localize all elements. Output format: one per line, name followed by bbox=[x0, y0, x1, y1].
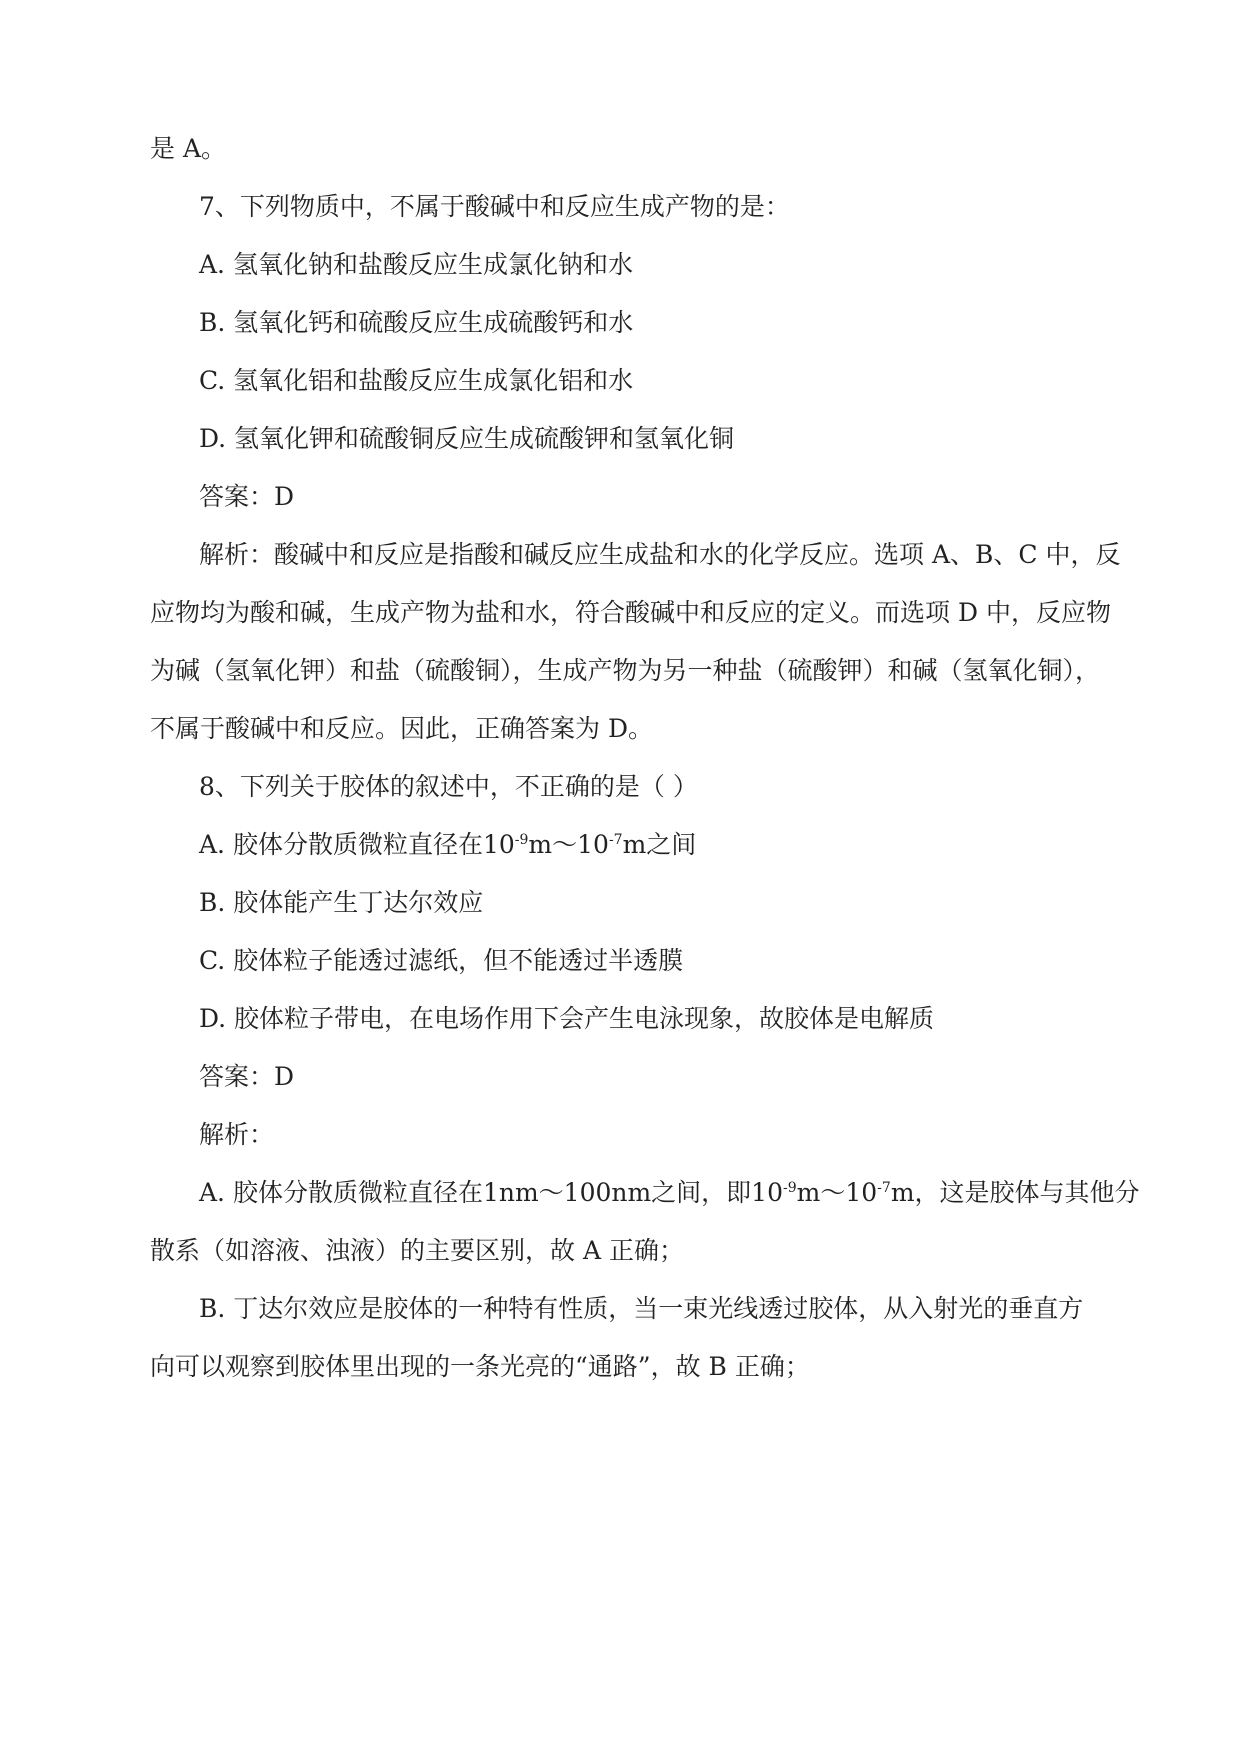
question-7-analysis: 应物均为酸和碱，生成产物为盐和水，符合酸碱中和反应的定义。而选项 D 中，反应物 bbox=[150, 598, 1111, 627]
text-segment: A. 胶体分散质微粒直径在1nm～100nm之间，即10 bbox=[199, 1178, 783, 1207]
exponent: -9 bbox=[783, 1180, 797, 1196]
text-segment: m～10 bbox=[528, 830, 609, 859]
question-8-option-b: B. 胶体能产生丁达尔效应 bbox=[199, 888, 484, 917]
exponent: -7 bbox=[608, 832, 623, 848]
question-8-analysis-label: 解析： bbox=[199, 1120, 275, 1149]
exponent: -7 bbox=[877, 1180, 891, 1196]
text-segment: A. 胶体分散质微粒直径在10 bbox=[199, 830, 515, 859]
question-8-answer: 答案：D bbox=[199, 1062, 295, 1091]
question-8-analysis-a: 散系（如溶液、浊液）的主要区别，故 A 正确； bbox=[150, 1236, 684, 1265]
exponent: -9 bbox=[514, 832, 529, 848]
question-7-analysis: 不属于酸碱中和反应。因此，正确答案为 D。 bbox=[150, 714, 653, 743]
text-segment: m，这是胶体与其他分 bbox=[890, 1178, 1140, 1207]
question-8-analysis-a bbox=[199, 1177, 1140, 1209]
question-7-option-d: D. 氢氧化钾和硫酸铜反应生成硫酸钾和氢氧化铜 bbox=[199, 424, 735, 453]
question-7-analysis: 解析：酸碱中和反应是指酸和碱反应生成盐和水的化学反应。选项 A、B、C 中，反 bbox=[199, 540, 1121, 569]
text-line: 是 A。 bbox=[150, 134, 227, 163]
question-8-option-a bbox=[199, 829, 696, 861]
question-8-analysis-b: 向可以观察到胶体里出现的一条光亮的“通路”，故 B 正确； bbox=[150, 1352, 810, 1381]
text-segment: m之间 bbox=[622, 830, 697, 859]
question-7-title: 7、下列物质中，不属于酸碱中和反应生成产物的是： bbox=[199, 192, 790, 221]
question-8-option-d: D. 胶体粒子带电，在电场作用下会产生电泳现象，故胶体是电解质 bbox=[199, 1004, 935, 1033]
question-7-answer: 答案：D bbox=[199, 482, 295, 511]
question-8-option-c: C. 胶体粒子能透过滤纸，但不能透过半透膜 bbox=[199, 946, 684, 975]
question-8-analysis-b: B. 丁达尔效应是胶体的一种特有性质，当一束光线透过胶体，从入射光的垂直方 bbox=[199, 1294, 1084, 1323]
question-7-analysis: 为碱（氢氧化钾）和盐（硫酸铜），生成产物为另一种盐（硫酸钾）和碱（氢氧化铜）， bbox=[150, 656, 1101, 685]
question-8-title: 8、下列关于胶体的叙述中，不正确的是（ ） bbox=[199, 772, 698, 801]
question-7-option-c: C. 氢氧化铝和盐酸反应生成氯化铝和水 bbox=[199, 366, 634, 395]
text-segment: m～10 bbox=[796, 1178, 878, 1207]
question-7-option-b: B. 氢氧化钙和硫酸反应生成硫酸钙和水 bbox=[199, 308, 634, 337]
question-7-option-a: A. 氢氧化钠和盐酸反应生成氯化钠和水 bbox=[199, 250, 633, 279]
